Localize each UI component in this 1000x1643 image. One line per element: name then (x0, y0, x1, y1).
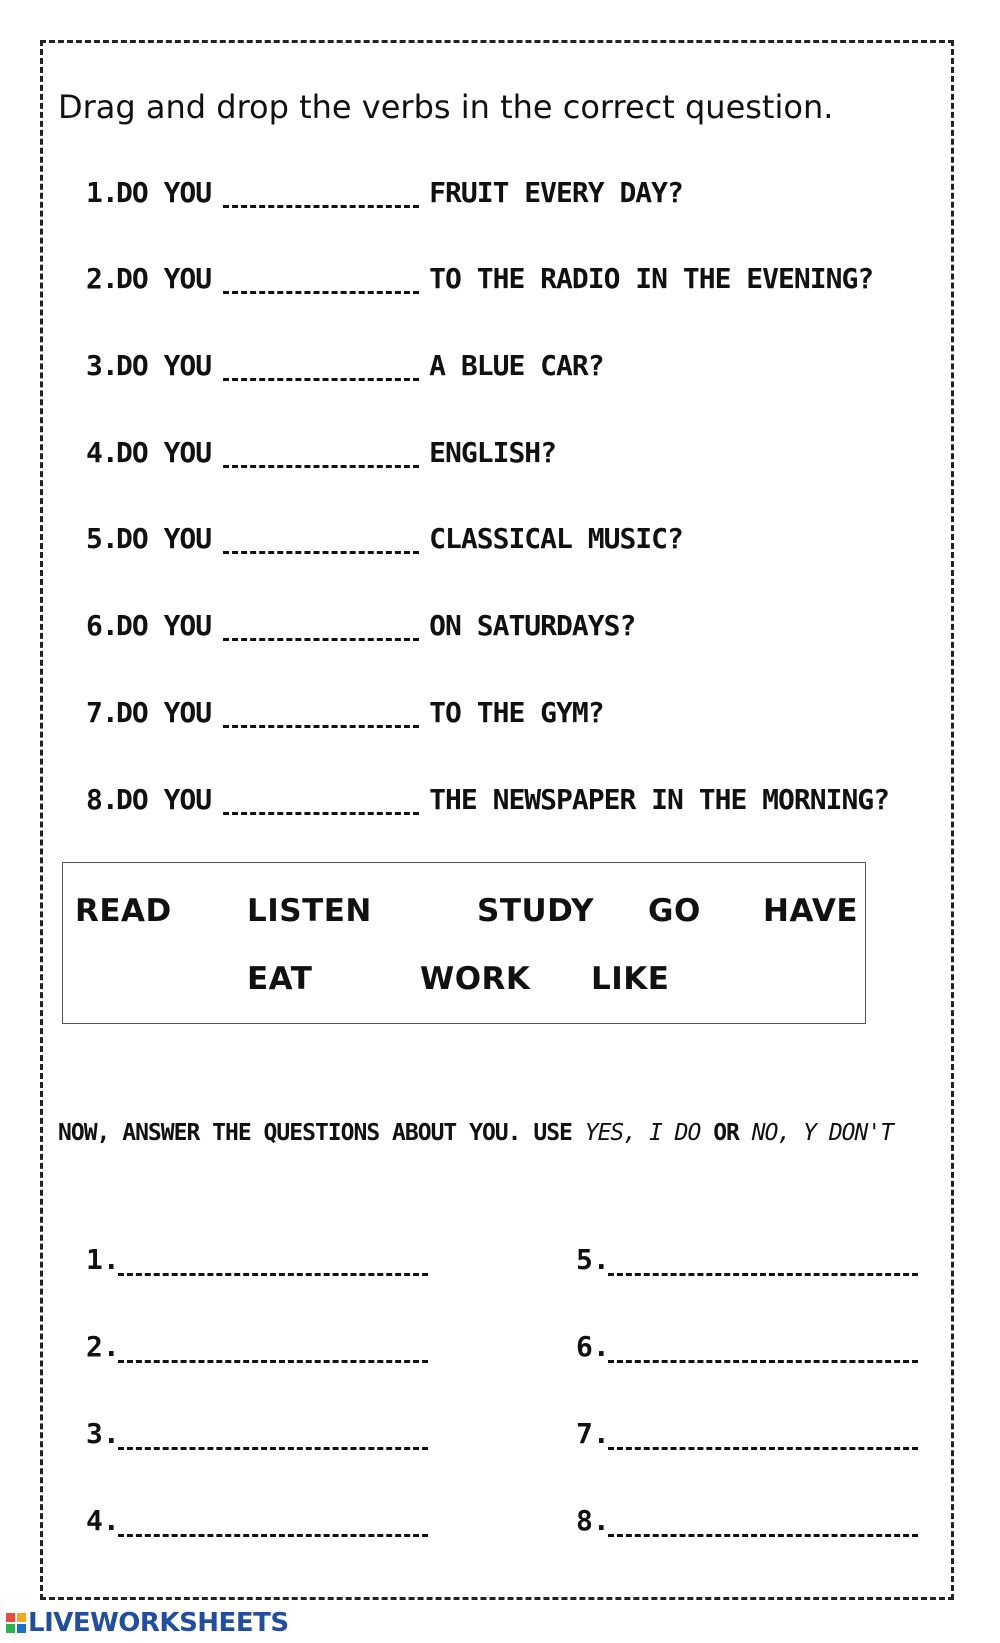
logo-square-icon (6, 1613, 15, 1622)
question-number: 4. (86, 435, 118, 469)
drop-zone-2[interactable] (223, 263, 419, 294)
answer-number: 7. (576, 1417, 610, 1450)
drop-zone-6[interactable] (223, 610, 419, 641)
word-go[interactable]: GO (648, 893, 701, 929)
drop-zone-1[interactable] (223, 177, 419, 208)
question-rest: TO THE GYM? (429, 695, 604, 729)
question-lead: DO YOU (116, 348, 212, 382)
question-lead: DO YOU (116, 782, 212, 816)
question-lead: DO YOU (116, 261, 212, 295)
question-number: 3. (86, 348, 118, 382)
question-3 (86, 345, 604, 385)
question-number: 6. (86, 608, 118, 642)
answer-no-example: NO, Y DON'T (751, 1120, 894, 1146)
answer-number: 3. (86, 1417, 120, 1450)
answer-row-6 (576, 1327, 918, 1363)
answer-row-8 (576, 1501, 918, 1537)
logo-square-icon (17, 1613, 26, 1622)
liveworksheets-logo[interactable] (6, 1608, 289, 1638)
answer-number: 4. (86, 1504, 120, 1537)
logo-square-icon (6, 1624, 15, 1633)
answer-row-4 (86, 1501, 428, 1537)
word-listen[interactable]: LISTEN (247, 893, 372, 929)
logo-grid-icon (6, 1613, 26, 1633)
answer-field-3[interactable] (118, 1421, 428, 1450)
word-bank (62, 862, 866, 1024)
question-rest: ENGLISH? (429, 435, 557, 469)
answer-field-6[interactable] (608, 1334, 918, 1363)
question-rest: CLASSICAL MUSIC? (429, 521, 683, 555)
answer-field-4[interactable] (118, 1508, 428, 1537)
logo-square-icon (17, 1624, 26, 1633)
answer-field-2[interactable] (118, 1334, 428, 1363)
answer-yes-example: YES, I DO (584, 1120, 701, 1146)
answer-title-start: NOW, ANSWER THE QUESTIONS ABOUT YOU. USE (58, 1120, 585, 1146)
answer-number: 1. (86, 1243, 120, 1276)
answer-row-3 (86, 1414, 428, 1450)
question-lead: DO YOU (116, 608, 212, 642)
answer-section-title (58, 1120, 893, 1146)
drop-zone-4[interactable] (223, 437, 419, 468)
question-6 (86, 605, 635, 645)
drop-zone-8[interactable] (223, 784, 419, 815)
logo-text: LIVEWORKSHEETS (28, 1608, 289, 1638)
answer-row-5 (576, 1240, 918, 1276)
question-lead: DO YOU (116, 695, 212, 729)
question-rest: THE NEWSPAPER IN THE MORNING? (429, 782, 890, 816)
question-lead: DO YOU (116, 521, 212, 555)
instruction-text: Drag and drop the verbs in the correct question. (58, 88, 834, 126)
question-lead: DO YOU (116, 435, 212, 469)
drop-zone-7[interactable] (223, 697, 419, 728)
word-read[interactable]: READ (75, 893, 172, 929)
question-number: 7. (86, 695, 118, 729)
question-2 (86, 258, 873, 298)
question-rest: ON SATURDAYS? (429, 608, 636, 642)
answer-number: 8. (576, 1504, 610, 1537)
word-like[interactable]: LIKE (591, 961, 670, 997)
question-number: 5. (86, 521, 118, 555)
answer-row-7 (576, 1414, 918, 1450)
question-rest: A BLUE CAR? (429, 348, 604, 382)
question-4 (86, 432, 556, 472)
answer-number: 5. (576, 1243, 610, 1276)
drop-zone-5[interactable] (223, 523, 419, 554)
answer-field-8[interactable] (608, 1508, 918, 1537)
word-work[interactable]: WORK (420, 961, 531, 997)
question-number: 2. (86, 261, 118, 295)
answer-field-1[interactable] (118, 1247, 428, 1276)
question-lead: DO YOU (116, 175, 212, 209)
question-1 (86, 172, 683, 212)
question-rest: TO THE RADIO IN THE EVENING? (429, 261, 874, 295)
answer-number: 6. (576, 1330, 610, 1363)
word-have[interactable]: HAVE (763, 893, 858, 929)
word-eat[interactable]: EAT (247, 961, 313, 997)
question-number: 8. (86, 782, 118, 816)
question-number: 1. (86, 175, 118, 209)
answer-row-1 (86, 1240, 428, 1276)
drop-zone-3[interactable] (223, 350, 419, 381)
answer-number: 2. (86, 1330, 120, 1363)
question-rest: FRUIT EVERY DAY? (429, 175, 683, 209)
answer-field-5[interactable] (608, 1247, 918, 1276)
answer-row-2 (86, 1327, 428, 1363)
answer-field-7[interactable] (608, 1421, 918, 1450)
question-8 (86, 779, 889, 819)
answer-or: OR (700, 1120, 752, 1146)
question-7 (86, 692, 604, 732)
question-5 (86, 518, 683, 558)
word-study[interactable]: STUDY (477, 893, 595, 929)
